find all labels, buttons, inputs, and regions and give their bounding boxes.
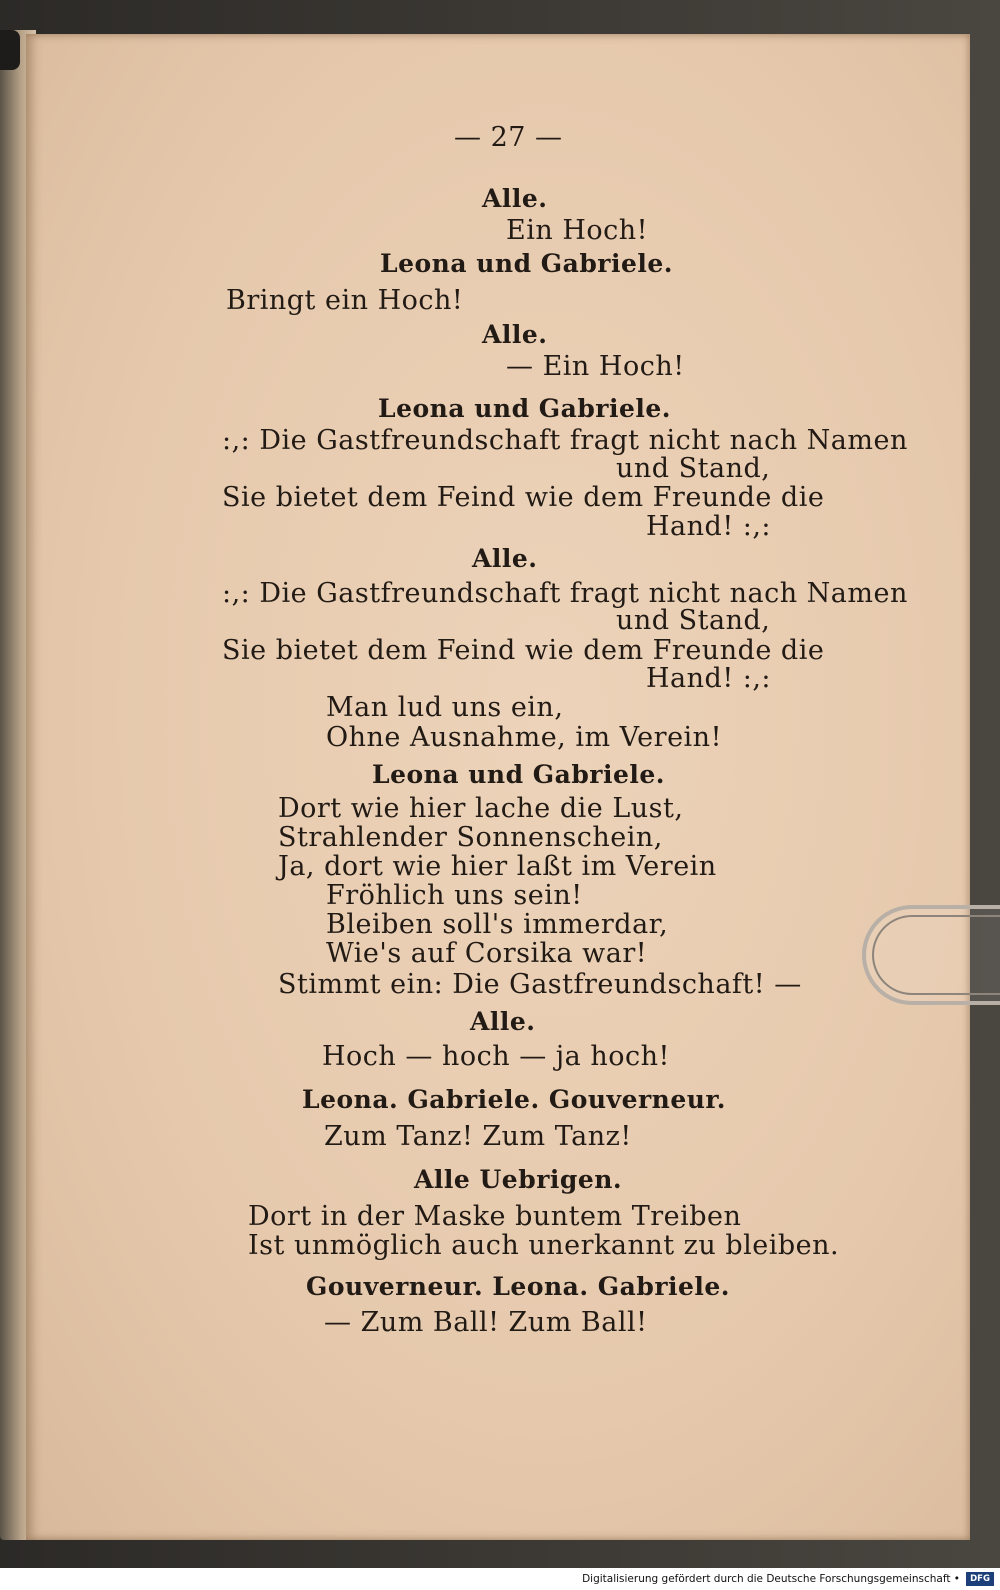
verse-line: Stimmt ein: Die Gastfreundschaft! — bbox=[278, 969, 802, 1000]
speaker-heading: Gouverneur. Leona. Gabriele. bbox=[306, 1272, 730, 1301]
verse-line: — Ein Hoch! bbox=[506, 351, 685, 382]
paper-clip-inner bbox=[872, 915, 1000, 995]
verse-line: :,: Die Gastfreundschaft fragt nicht nach Namen bbox=[222, 425, 908, 456]
verse-line: Fröhlich uns sein! bbox=[326, 880, 583, 911]
verse-line: Ein Hoch! bbox=[506, 215, 648, 246]
speaker-heading: Alle. bbox=[482, 320, 548, 349]
verse-line: Man lud uns ein, bbox=[326, 692, 564, 723]
verse-line: Sie bietet dem Feind wie dem Freunde die bbox=[222, 482, 825, 513]
verse-line: — Zum Ball! Zum Ball! bbox=[324, 1307, 648, 1338]
speaker-heading: Alle. bbox=[472, 544, 538, 573]
verse-line: Dort in der Maske buntem Treiben bbox=[248, 1201, 742, 1232]
verse-line: und Stand, bbox=[616, 605, 771, 636]
verse-line: Hoch — hoch — ja hoch! bbox=[322, 1041, 670, 1072]
verse-line: Dort wie hier lache die Lust, bbox=[278, 793, 684, 824]
speaker-heading: Alle Uebrigen. bbox=[414, 1165, 623, 1194]
verse-line: und Stand, bbox=[616, 453, 771, 484]
book-page bbox=[26, 34, 970, 1540]
verse-line: Zum Tanz! Zum Tanz! bbox=[324, 1121, 632, 1152]
book-spine-shadow bbox=[0, 30, 20, 70]
verse-line: Ja, dort wie hier laßt im Verein bbox=[278, 851, 717, 882]
footer-credit: Digitalisierung gefördert durch die Deutsche Forschungsgemeinschaft • bbox=[582, 1573, 960, 1585]
dfg-logo: DFG bbox=[966, 1572, 994, 1586]
speaker-heading: Alle. bbox=[470, 1007, 536, 1036]
speaker-heading: Leona und Gabriele. bbox=[372, 760, 665, 789]
verse-line: Ohne Ausnahme, im Verein! bbox=[326, 722, 722, 753]
verse-line: Ist unmöglich auch unerkannt zu bleiben. bbox=[248, 1230, 840, 1261]
speaker-heading: Leona und Gabriele. bbox=[378, 394, 671, 423]
speaker-heading: Leona. Gabriele. Gouverneur. bbox=[302, 1085, 726, 1114]
speaker-heading: Leona und Gabriele. bbox=[380, 249, 673, 278]
verse-line: Bleiben soll's immerdar, bbox=[326, 909, 669, 940]
page-number: — 27 — bbox=[454, 122, 563, 153]
verse-line: Wie's auf Corsika war! bbox=[326, 938, 648, 969]
verse-line: Sie bietet dem Feind wie dem Freunde die bbox=[222, 635, 825, 666]
digitization-footer bbox=[0, 1568, 1000, 1590]
verse-line: Strahlender Sonnenschein, bbox=[278, 822, 663, 853]
verse-line: Hand! :,: bbox=[646, 663, 772, 694]
verse-line: Hand! :,: bbox=[646, 511, 772, 542]
verse-line: :,: Die Gastfreundschaft fragt nicht nach Namen bbox=[222, 578, 908, 609]
speaker-heading: Alle. bbox=[482, 184, 548, 213]
verse-line: Bringt ein Hoch! bbox=[226, 285, 464, 316]
